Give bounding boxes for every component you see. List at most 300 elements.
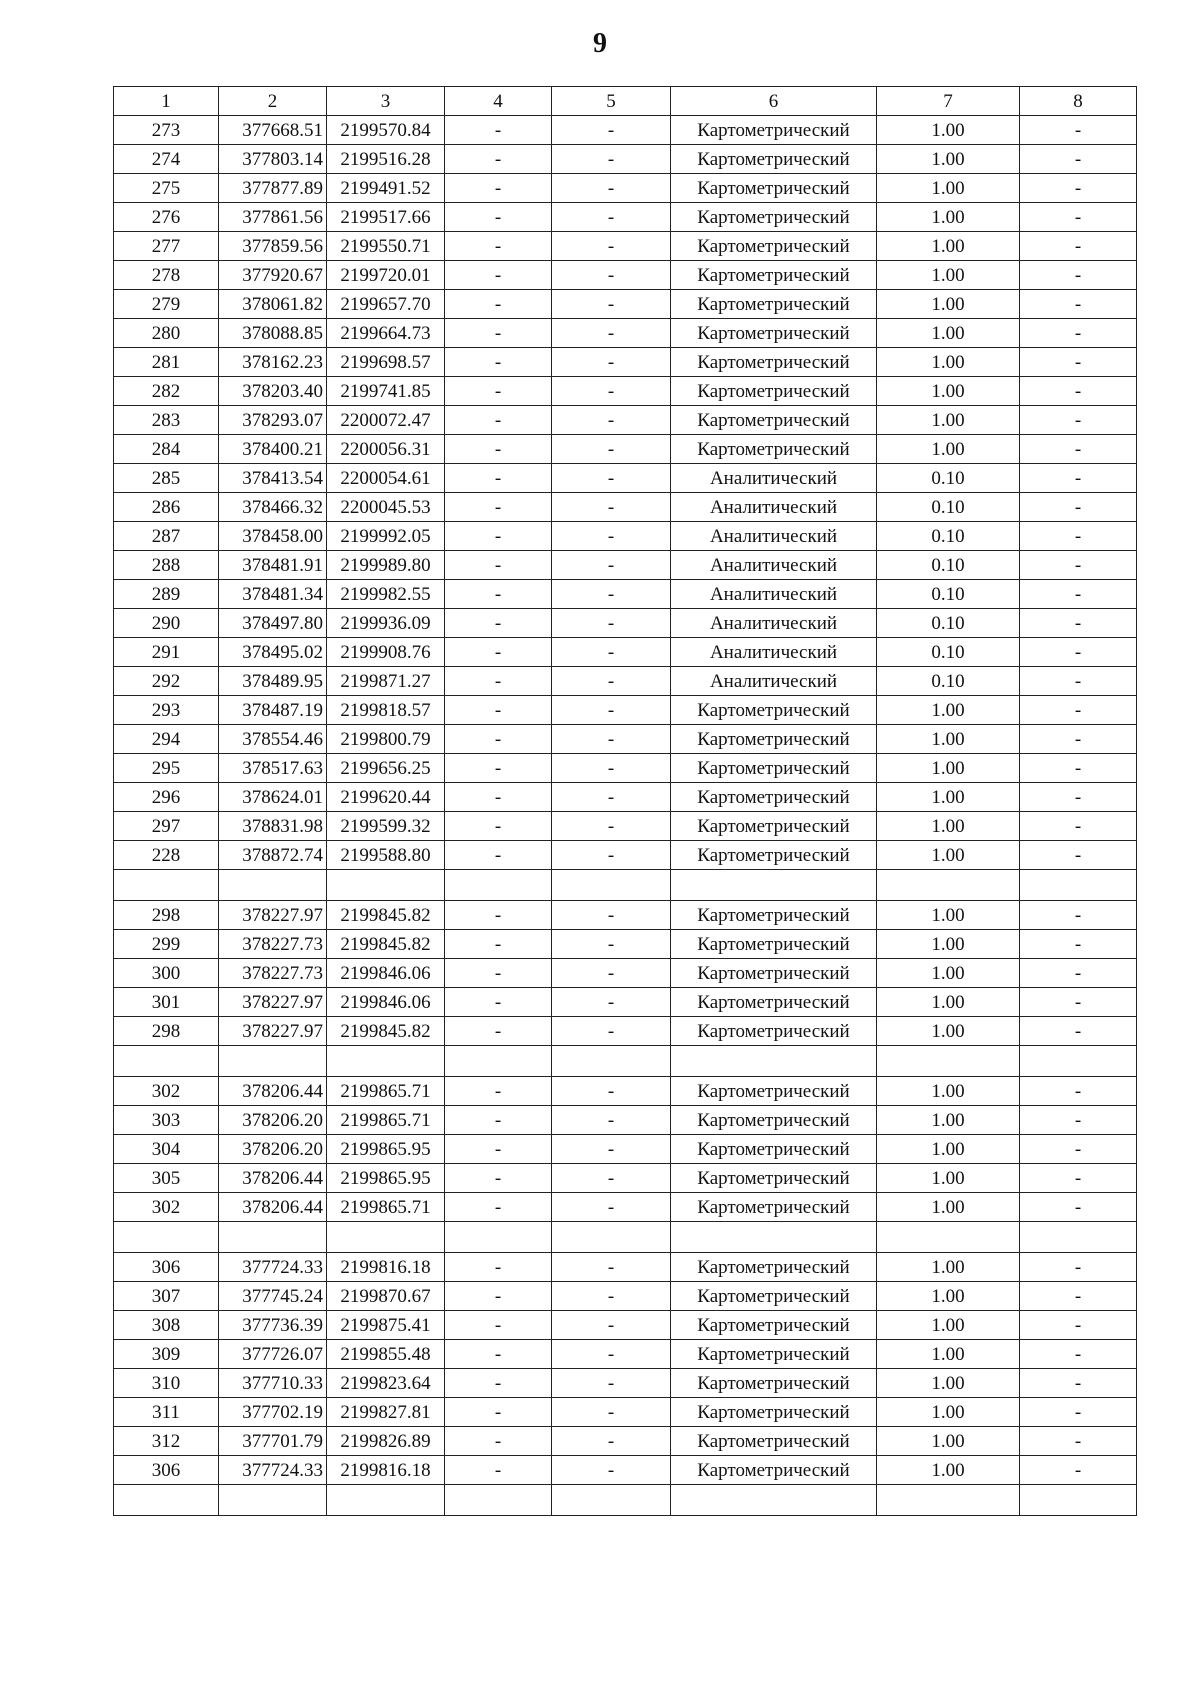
col8-cell: - [1020,319,1137,348]
col8-cell: - [1020,988,1137,1017]
table-row [114,1106,1137,1135]
table-row [114,1135,1137,1164]
method-cell: Картометрический [671,930,877,959]
x-coordinate-cell: 378293.07 [219,406,327,435]
method-cell: Картометрический [671,812,877,841]
accuracy-cell: 1.00 [877,406,1020,435]
col8-cell: - [1020,174,1137,203]
column-header: 2 [219,87,327,116]
table-row [114,841,1137,870]
col4-cell: - [445,1106,552,1135]
x-coordinate-cell: 378458.00 [219,522,327,551]
method-cell: Картометрический [671,116,877,145]
col5-cell: - [552,609,671,638]
method-cell: Аналитический [671,493,877,522]
x-coordinate-cell: 378517.63 [219,754,327,783]
y-coordinate-cell: 2199846.06 [327,988,445,1017]
y-coordinate-cell: 2199818.57 [327,696,445,725]
col8-cell: - [1020,1164,1137,1193]
y-coordinate-cell: 2199698.57 [327,348,445,377]
col5-cell: - [552,1427,671,1456]
accuracy-cell: 1.00 [877,232,1020,261]
accuracy-cell [877,1046,1020,1077]
col5-cell [552,1222,671,1253]
point-number-cell: 302 [114,1077,219,1106]
col4-cell: - [445,1017,552,1046]
point-number-cell: 307 [114,1282,219,1311]
accuracy-cell [877,1485,1020,1516]
method-cell: Картометрический [671,174,877,203]
accuracy-cell: 1.00 [877,1253,1020,1282]
point-number-cell: 275 [114,174,219,203]
point-number-cell: 298 [114,1017,219,1046]
col5-cell: - [552,435,671,464]
table-row [114,638,1137,667]
method-cell [671,1046,877,1077]
accuracy-cell: 1.00 [877,901,1020,930]
col8-cell: - [1020,1135,1137,1164]
accuracy-cell: 1.00 [877,1456,1020,1485]
y-coordinate-cell: 2199720.01 [327,261,445,290]
col5-cell: - [552,959,671,988]
point-number-cell: 297 [114,812,219,841]
column-header: 8 [1020,87,1137,116]
accuracy-cell: 1.00 [877,116,1020,145]
col8-cell: - [1020,725,1137,754]
method-cell: Аналитический [671,667,877,696]
accuracy-cell: 1.00 [877,290,1020,319]
col8-cell: - [1020,435,1137,464]
point-number-cell: 287 [114,522,219,551]
table-row [114,406,1137,435]
col5-cell [552,1046,671,1077]
col5-cell: - [552,667,671,696]
col8-cell: - [1020,261,1137,290]
x-coordinate-cell: 377745.24 [219,1282,327,1311]
accuracy-cell: 1.00 [877,1427,1020,1456]
accuracy-cell: 0.10 [877,493,1020,522]
col4-cell: - [445,638,552,667]
point-number-cell: 283 [114,406,219,435]
x-coordinate-cell: 378481.34 [219,580,327,609]
y-coordinate-cell: 2199845.82 [327,901,445,930]
table-row [114,1427,1137,1456]
col8-cell: - [1020,377,1137,406]
method-cell: Картометрический [671,1164,877,1193]
point-number-cell: 280 [114,319,219,348]
point-number-cell: 298 [114,901,219,930]
col5-cell: - [552,406,671,435]
x-coordinate-cell: 378487.19 [219,696,327,725]
point-number-cell: 308 [114,1311,219,1340]
point-number-cell: 285 [114,464,219,493]
col8-cell: - [1020,1253,1137,1282]
col4-cell: - [445,783,552,812]
method-cell: Картометрический [671,232,877,261]
accuracy-cell: 0.10 [877,609,1020,638]
accuracy-cell: 1.00 [877,377,1020,406]
x-coordinate-cell: 378206.44 [219,1164,327,1193]
col5-cell: - [552,783,671,812]
col4-cell: - [445,1427,552,1456]
accuracy-cell: 1.00 [877,319,1020,348]
method-cell: Картометрический [671,1193,877,1222]
table-row [114,1340,1137,1369]
col5-cell: - [552,1282,671,1311]
col5-cell: - [552,1164,671,1193]
accuracy-cell: 0.10 [877,551,1020,580]
col5-cell: - [552,174,671,203]
method-cell: Картометрический [671,377,877,406]
x-coordinate-cell: 378481.91 [219,551,327,580]
table-row [114,1253,1137,1282]
point-number-cell: 303 [114,1106,219,1135]
col4-cell: - [445,609,552,638]
y-coordinate-cell: 2199656.25 [327,754,445,783]
table-row [114,435,1137,464]
table-row [114,870,1137,901]
y-coordinate-cell: 2199664.73 [327,319,445,348]
column-header: 5 [552,87,671,116]
x-coordinate-cell: 377877.89 [219,174,327,203]
table-row [114,667,1137,696]
point-number-cell [114,1485,219,1516]
col8-cell [1020,870,1137,901]
col8-cell: - [1020,290,1137,319]
x-coordinate-cell: 377710.33 [219,1369,327,1398]
table-row [114,522,1137,551]
accuracy-cell: 0.10 [877,580,1020,609]
x-coordinate-cell: 377724.33 [219,1456,327,1485]
method-cell: Аналитический [671,580,877,609]
accuracy-cell: 1.00 [877,1282,1020,1311]
method-cell: Картометрический [671,901,877,930]
accuracy-cell: 1.00 [877,930,1020,959]
x-coordinate-cell: 377736.39 [219,1311,327,1340]
method-cell: Картометрический [671,319,877,348]
x-coordinate-cell: 378872.74 [219,841,327,870]
table-row [114,1485,1137,1516]
y-coordinate-cell: 2199827.81 [327,1398,445,1427]
col5-cell: - [552,1340,671,1369]
y-coordinate-cell: 2199491.52 [327,174,445,203]
col5-cell: - [552,696,671,725]
accuracy-cell: 1.00 [877,1017,1020,1046]
col8-cell: - [1020,232,1137,261]
y-coordinate-cell [327,1222,445,1253]
col8-cell: - [1020,1106,1137,1135]
col5-cell: - [552,464,671,493]
y-coordinate-cell: 2199936.09 [327,609,445,638]
point-number-cell: 309 [114,1340,219,1369]
col5-cell: - [552,348,671,377]
col5-cell: - [552,203,671,232]
accuracy-cell [877,870,1020,901]
y-coordinate-cell: 2199865.95 [327,1164,445,1193]
col5-cell: - [552,319,671,348]
point-number-cell: 296 [114,783,219,812]
point-number-cell: 293 [114,696,219,725]
y-coordinate-cell: 2199871.27 [327,667,445,696]
column-header: 4 [445,87,552,116]
accuracy-cell: 1.00 [877,725,1020,754]
point-number-cell: 301 [114,988,219,1017]
x-coordinate-cell: 377726.07 [219,1340,327,1369]
y-coordinate-cell: 2199875.41 [327,1311,445,1340]
x-coordinate-cell: 377859.56 [219,232,327,261]
point-number-cell: 281 [114,348,219,377]
col8-cell: - [1020,930,1137,959]
x-coordinate-cell: 378227.97 [219,1017,327,1046]
x-coordinate-cell: 377701.79 [219,1427,327,1456]
method-cell: Картометрический [671,1427,877,1456]
accuracy-cell: 1.00 [877,783,1020,812]
point-number-cell: 290 [114,609,219,638]
accuracy-cell: 0.10 [877,522,1020,551]
col5-cell: - [552,1311,671,1340]
col4-cell: - [445,377,552,406]
point-number-cell: 278 [114,261,219,290]
y-coordinate-cell: 2199800.79 [327,725,445,754]
accuracy-cell [877,1222,1020,1253]
col4-cell: - [445,754,552,783]
x-coordinate-cell: 378495.02 [219,638,327,667]
x-coordinate-cell [219,870,327,901]
method-cell [671,870,877,901]
y-coordinate-cell: 2200072.47 [327,406,445,435]
y-coordinate-cell: 2200056.31 [327,435,445,464]
col5-cell: - [552,1193,671,1222]
col8-cell: - [1020,522,1137,551]
col5-cell: - [552,725,671,754]
method-cell: Картометрический [671,1311,877,1340]
table-row [114,696,1137,725]
method-cell: Аналитический [671,609,877,638]
point-number-cell: 279 [114,290,219,319]
point-number-cell [114,1222,219,1253]
table-row [114,377,1137,406]
table-row [114,1369,1137,1398]
table-row [114,348,1137,377]
x-coordinate-cell: 378489.95 [219,667,327,696]
table-row [114,1077,1137,1106]
accuracy-cell: 1.00 [877,174,1020,203]
col4-cell: - [445,435,552,464]
col8-cell: - [1020,841,1137,870]
accuracy-cell: 1.00 [877,435,1020,464]
table-row [114,1456,1137,1485]
col5-cell: - [552,290,671,319]
point-number-cell: 311 [114,1398,219,1427]
y-coordinate-cell: 2200054.61 [327,464,445,493]
col5-cell: - [552,901,671,930]
method-cell: Аналитический [671,522,877,551]
method-cell: Картометрический [671,1253,877,1282]
col4-cell: - [445,1164,552,1193]
accuracy-cell: 0.10 [877,464,1020,493]
col5-cell: - [552,988,671,1017]
point-number-cell: 286 [114,493,219,522]
col5-cell: - [552,1456,671,1485]
table-row [114,1398,1137,1427]
col5-cell: - [552,754,671,783]
method-cell: Картометрический [671,841,877,870]
method-cell: Картометрический [671,959,877,988]
col5-cell [552,870,671,901]
col5-cell: - [552,812,671,841]
x-coordinate-cell: 378413.54 [219,464,327,493]
col5-cell: - [552,232,671,261]
point-number-cell: 306 [114,1253,219,1282]
method-cell: Картометрический [671,725,877,754]
table-row [114,1311,1137,1340]
table-row [114,1222,1137,1253]
col8-cell: - [1020,959,1137,988]
method-cell: Картометрический [671,1398,877,1427]
col4-cell: - [445,959,552,988]
table-row [114,783,1137,812]
col4-cell: - [445,988,552,1017]
table-row [114,493,1137,522]
table-row [114,1164,1137,1193]
accuracy-cell: 1.00 [877,696,1020,725]
col8-cell [1020,1046,1137,1077]
method-cell: Аналитический [671,464,877,493]
col4-cell: - [445,203,552,232]
col4-cell: - [445,1193,552,1222]
accuracy-cell: 1.00 [877,812,1020,841]
accuracy-cell: 1.00 [877,1135,1020,1164]
y-coordinate-cell: 2199865.95 [327,1135,445,1164]
table-row [114,464,1137,493]
col4-cell: - [445,290,552,319]
col4-cell: - [445,1369,552,1398]
col4-cell [445,870,552,901]
table-row [114,1282,1137,1311]
accuracy-cell: 1.00 [877,959,1020,988]
col4-cell: - [445,348,552,377]
x-coordinate-cell: 377803.14 [219,145,327,174]
point-number-cell: 273 [114,116,219,145]
col5-cell: - [552,1106,671,1135]
x-coordinate-cell: 378088.85 [219,319,327,348]
accuracy-cell: 1.00 [877,145,1020,174]
accuracy-cell: 1.00 [877,1106,1020,1135]
table-row [114,754,1137,783]
method-cell: Картометрический [671,435,877,464]
method-cell: Картометрический [671,290,877,319]
method-cell: Картометрический [671,406,877,435]
col4-cell: - [445,901,552,930]
column-header: 3 [327,87,445,116]
accuracy-cell: 1.00 [877,348,1020,377]
accuracy-cell: 1.00 [877,754,1020,783]
method-cell: Картометрический [671,261,877,290]
y-coordinate-cell: 2199657.70 [327,290,445,319]
col5-cell: - [552,522,671,551]
col5-cell: - [552,1369,671,1398]
table-row [114,174,1137,203]
col5-cell: - [552,1017,671,1046]
accuracy-cell: 1.00 [877,203,1020,232]
table-row [114,116,1137,145]
point-number-cell: 299 [114,930,219,959]
point-number-cell: 312 [114,1427,219,1456]
y-coordinate-cell: 2199588.80 [327,841,445,870]
x-coordinate-cell: 377920.67 [219,261,327,290]
method-cell: Картометрический [671,145,877,174]
x-coordinate-cell: 378206.20 [219,1135,327,1164]
point-number-cell: 294 [114,725,219,754]
method-cell: Картометрический [671,1282,877,1311]
col8-cell: - [1020,493,1137,522]
method-cell: Аналитический [671,638,877,667]
method-cell: Картометрический [671,1106,877,1135]
col8-cell [1020,1222,1137,1253]
y-coordinate-cell: 2199550.71 [327,232,445,261]
x-coordinate-cell [219,1222,327,1253]
x-coordinate-cell: 378162.23 [219,348,327,377]
table-header-row [114,87,1137,116]
table-row [114,580,1137,609]
col4-cell: - [445,1135,552,1164]
y-coordinate-cell: 2199516.28 [327,145,445,174]
col8-cell: - [1020,464,1137,493]
page-number: 9 [593,28,607,59]
col4-cell: - [445,493,552,522]
point-number-cell: 282 [114,377,219,406]
col8-cell: - [1020,406,1137,435]
col4-cell: - [445,930,552,959]
col8-cell: - [1020,1427,1137,1456]
table-row [114,930,1137,959]
col4-cell: - [445,232,552,261]
col4-cell: - [445,1340,552,1369]
col4-cell: - [445,551,552,580]
column-header: 7 [877,87,1020,116]
col4-cell: - [445,841,552,870]
col4-cell [445,1222,552,1253]
point-number-cell: 277 [114,232,219,261]
point-number-cell: 310 [114,1369,219,1398]
col5-cell: - [552,145,671,174]
method-cell: Картометрический [671,1135,877,1164]
col5-cell: - [552,841,671,870]
col5-cell: - [552,1077,671,1106]
col8-cell: - [1020,145,1137,174]
accuracy-cell: 1.00 [877,1193,1020,1222]
accuracy-cell: 1.00 [877,841,1020,870]
x-coordinate-cell: 377724.33 [219,1253,327,1282]
col8-cell: - [1020,1311,1137,1340]
y-coordinate-cell: 2199992.05 [327,522,445,551]
method-cell [671,1222,877,1253]
col5-cell [552,1485,671,1516]
col4-cell: - [445,464,552,493]
x-coordinate-cell: 377702.19 [219,1398,327,1427]
col5-cell: - [552,930,671,959]
y-coordinate-cell: 2199982.55 [327,580,445,609]
y-coordinate-cell: 2199908.76 [327,638,445,667]
accuracy-cell: 1.00 [877,1369,1020,1398]
point-number-cell [114,1046,219,1077]
col4-cell: - [445,319,552,348]
y-coordinate-cell: 2200045.53 [327,493,445,522]
col8-cell: - [1020,203,1137,232]
col8-cell: - [1020,1017,1137,1046]
accuracy-cell: 1.00 [877,1340,1020,1369]
point-number-cell [114,870,219,901]
